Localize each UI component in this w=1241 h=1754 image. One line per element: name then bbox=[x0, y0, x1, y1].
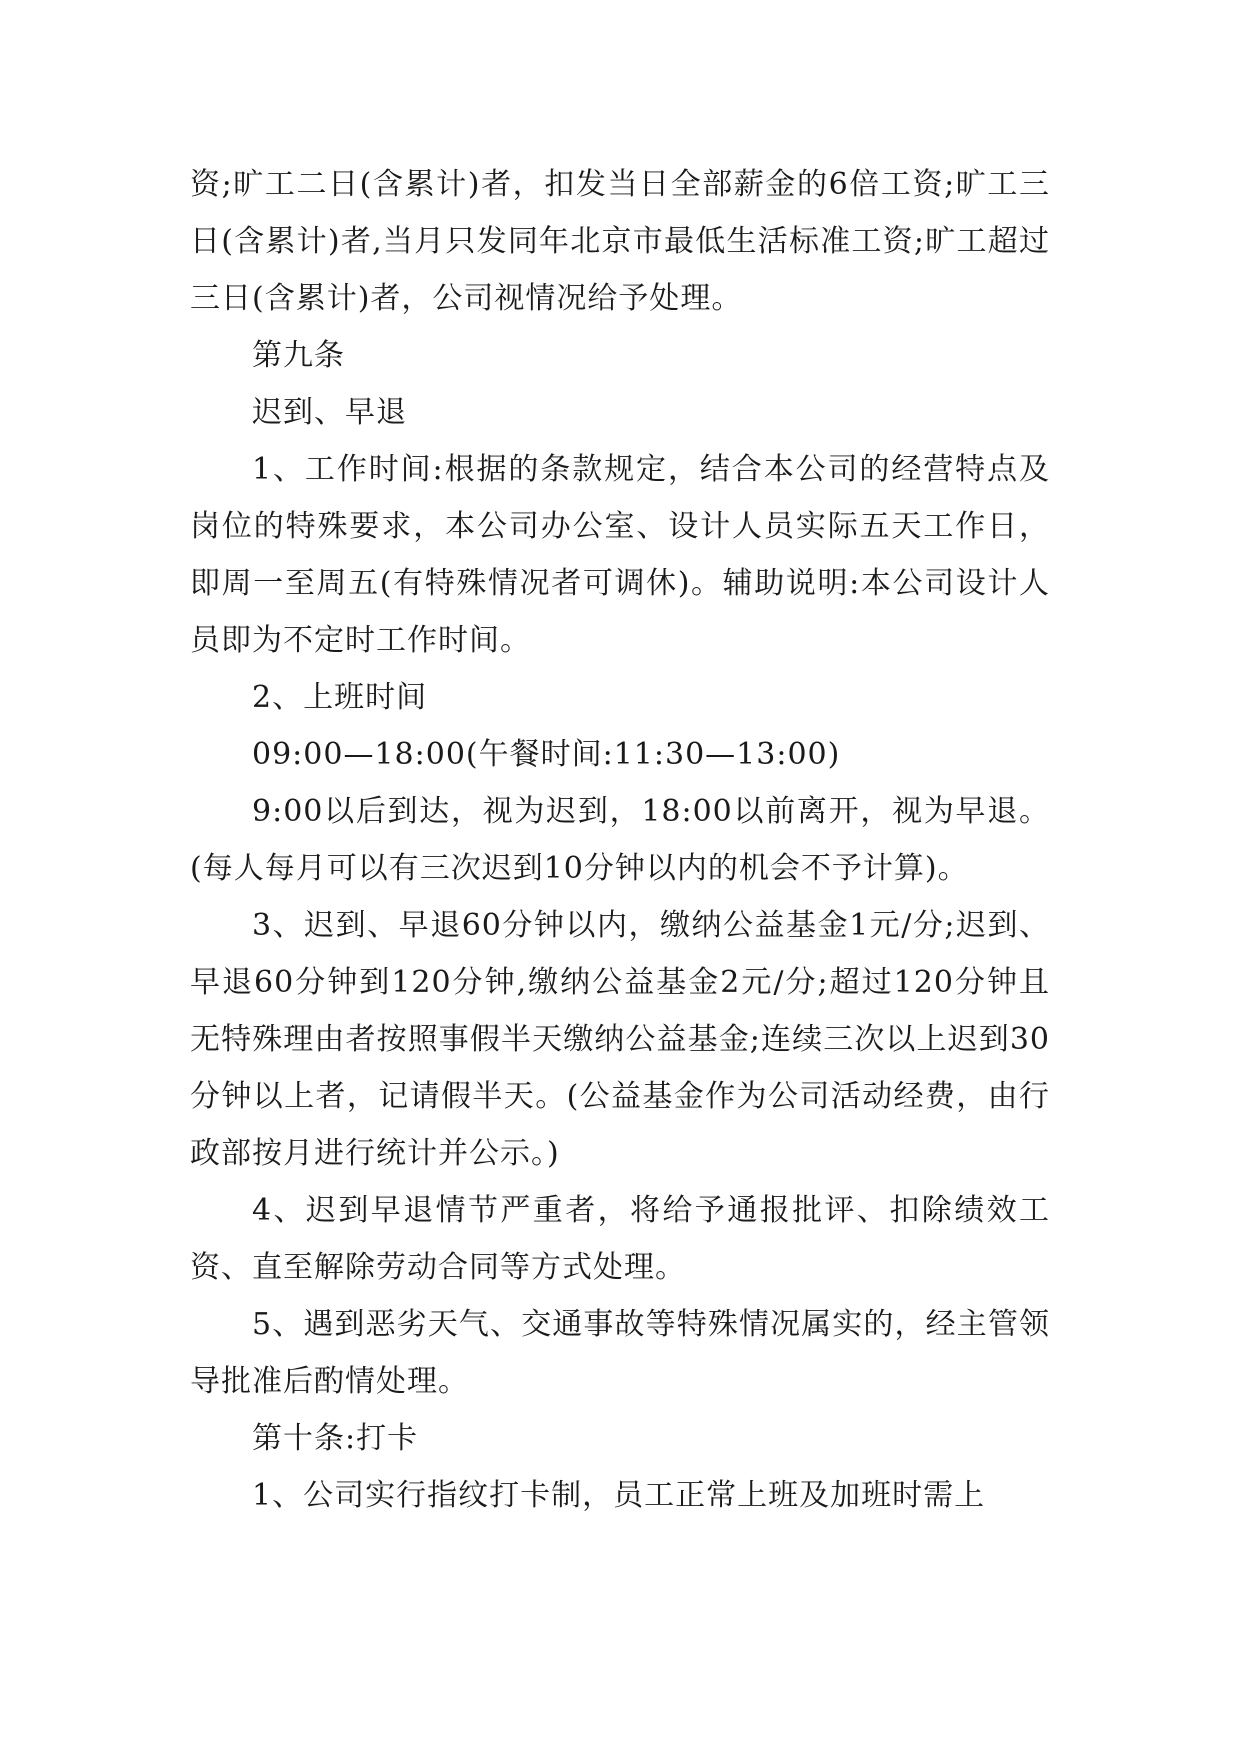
article-10-heading: 第十条:打卡 bbox=[252, 1421, 419, 1456]
paragraph-late-penalty: 3、迟到、早退60分钟以内，缴纳公益基金1元/分;迟到、早退60分钟到120分钟,缴纳公益基金2元/分;超过120分钟且无特殊理由者按照事假半天缴纳公益基金;连续三次以上迟到30分钟以上者，记请假半天。(公益基金作为公司活动经费，由行政部按月进行统计并公示。) bbox=[190, 908, 1050, 1171]
paragraph-late-definition: 9:00以后到达，视为迟到，18:00以前离开，视为早退。(每人每月可以有三次迟到10分钟以内的机会不予计算)。 bbox=[190, 794, 1050, 886]
paragraph-special-cases: 5、遇到恶劣天气、交通事故等特殊情况属实的，经主管领导批准后酌情处理。 bbox=[190, 1307, 1050, 1399]
article-9-title: 迟到、早退 bbox=[252, 395, 407, 430]
document-body bbox=[190, 156, 1050, 1524]
article-9-heading: 第九条 bbox=[252, 338, 345, 373]
paragraph-office-hours-heading: 2、上班时间 bbox=[252, 680, 428, 715]
paragraph-office-hours: 09:00—18:00(午餐时间:11:30—13:00) bbox=[252, 737, 841, 772]
paragraph-serious-cases: 4、迟到早退情节严重者，将给予通报批评、扣除绩效工资、直至解除劳动合同等方式处理。 bbox=[190, 1193, 1050, 1285]
paragraph-continuation: 资;旷工二日(含累计)者，扣发当日全部薪金的6倍工资;旷工三日(含累计)者,当月只发同年北京市最低生活标准工资;旷工超过三日(含累计)者，公司视情况给予处理。 bbox=[190, 167, 1050, 316]
paragraph-working-hours: 1、工作时间:根据的条款规定，结合本公司的经营特点及岗位的特殊要求，本公司办公室、设计人员实际五天工作日，即周一至周五(有特殊情况者可调休)。辅助说明:本公司设计人员即为不定时工作时间。 bbox=[190, 452, 1050, 658]
paragraph-fingerprint-clock: 1、公司实行指纹打卡制，员工正常上班及加班时需上 bbox=[252, 1478, 986, 1513]
